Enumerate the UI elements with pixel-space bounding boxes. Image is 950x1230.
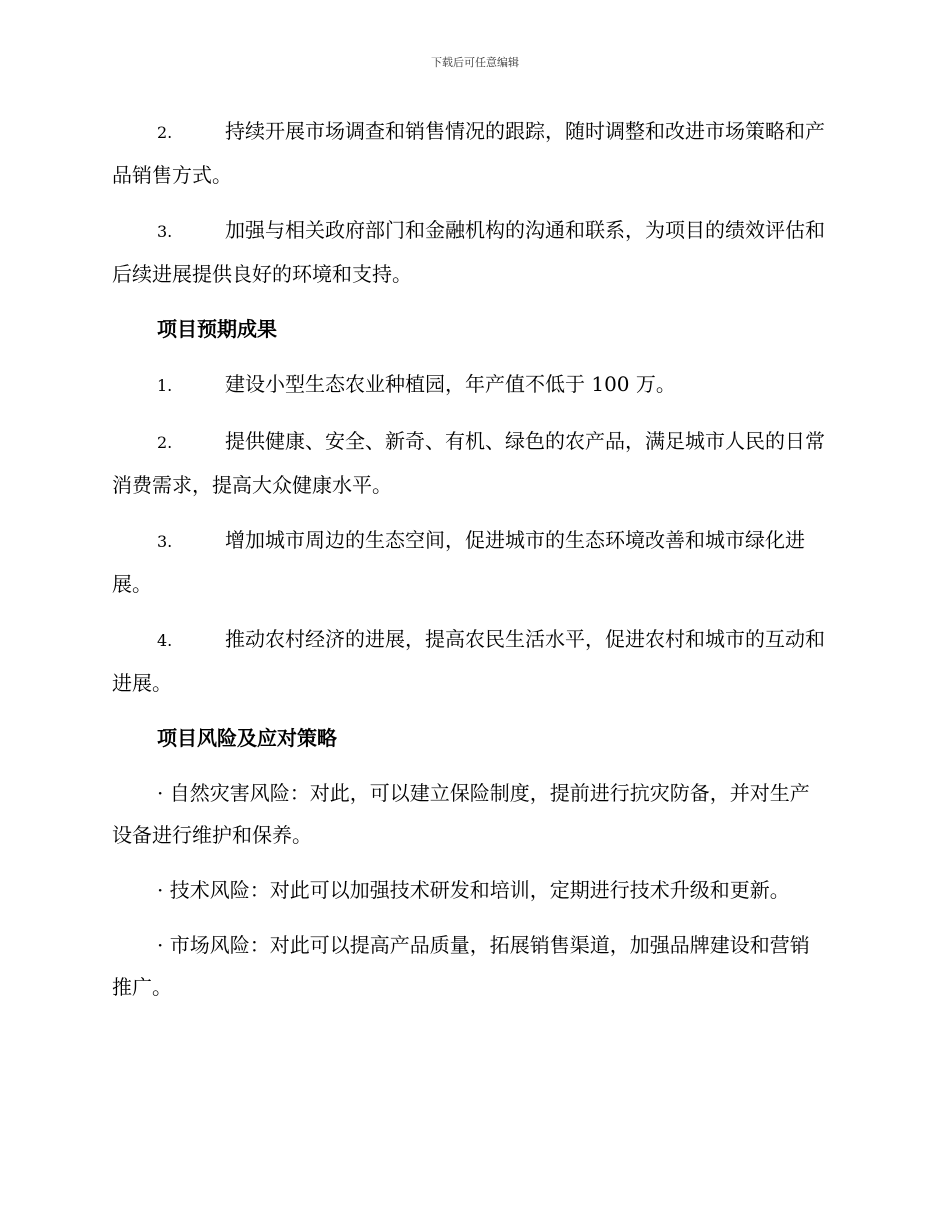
bullet-item-market-risk: · 市场风险：对此可以提高产品质量，拓展销售渠道，加强品牌建设和营销推广。 [112, 933, 810, 999]
list-item-number: 2. [157, 123, 173, 142]
list-item-text: 加强与相关政府部门和金融机构的沟通和联系，为项目的绩效评估和后续进展提供良好的环境和支持。 [112, 218, 825, 286]
list-item [112, 110, 834, 196]
bullet-item-technical-risk: · 技术风险：对此可以加强技术研发和培训，定期进行技术升级和更新。 [157, 878, 790, 902]
list-item-text: 持续开展市场调查和销售情况的跟踪，随时调整和改进市场策略和产品销售方式。 [112, 119, 825, 187]
list-item [112, 519, 834, 605]
section-heading-risks: 项目风险及应对策略 [157, 726, 337, 750]
list-item [112, 209, 834, 295]
section-heading-expected-results: 项目预期成果 [157, 317, 277, 341]
list-item [112, 618, 834, 704]
document-body [112, 110, 834, 1021]
list-item [112, 420, 834, 506]
list-item-number: 1. [157, 376, 173, 395]
list-item-text: 提供健康、安全、新奇、有机、绿色的农产品，满足城市人民的日常消费需求，提高大众健康水平。 [112, 429, 825, 497]
list-item-text: 推动农村经济的进展，提高农民生活水平，促进农村和城市的互动和进展。 [112, 627, 825, 695]
list-item-number: 3. [157, 222, 173, 241]
page-header-note: 下载后可任意编辑 [431, 56, 519, 69]
list-item-text: 建设小型生态农业种植园，年产值不低于 100 万。 [225, 372, 676, 396]
list-item-text: 增加城市周边的生态空间，促进城市的生态环境改善和城市绿化进展。 [112, 528, 805, 596]
list-item-number: 3. [157, 532, 173, 551]
list-item-number: 2. [157, 433, 173, 452]
bullet-item-natural-disaster: · 自然灾害风险：对此，可以建立保险制度，提前进行抗灾防备，并对生产设备进行维护和保养。 [112, 781, 810, 847]
list-item-number: 4. [157, 631, 173, 650]
list-item [112, 363, 834, 407]
